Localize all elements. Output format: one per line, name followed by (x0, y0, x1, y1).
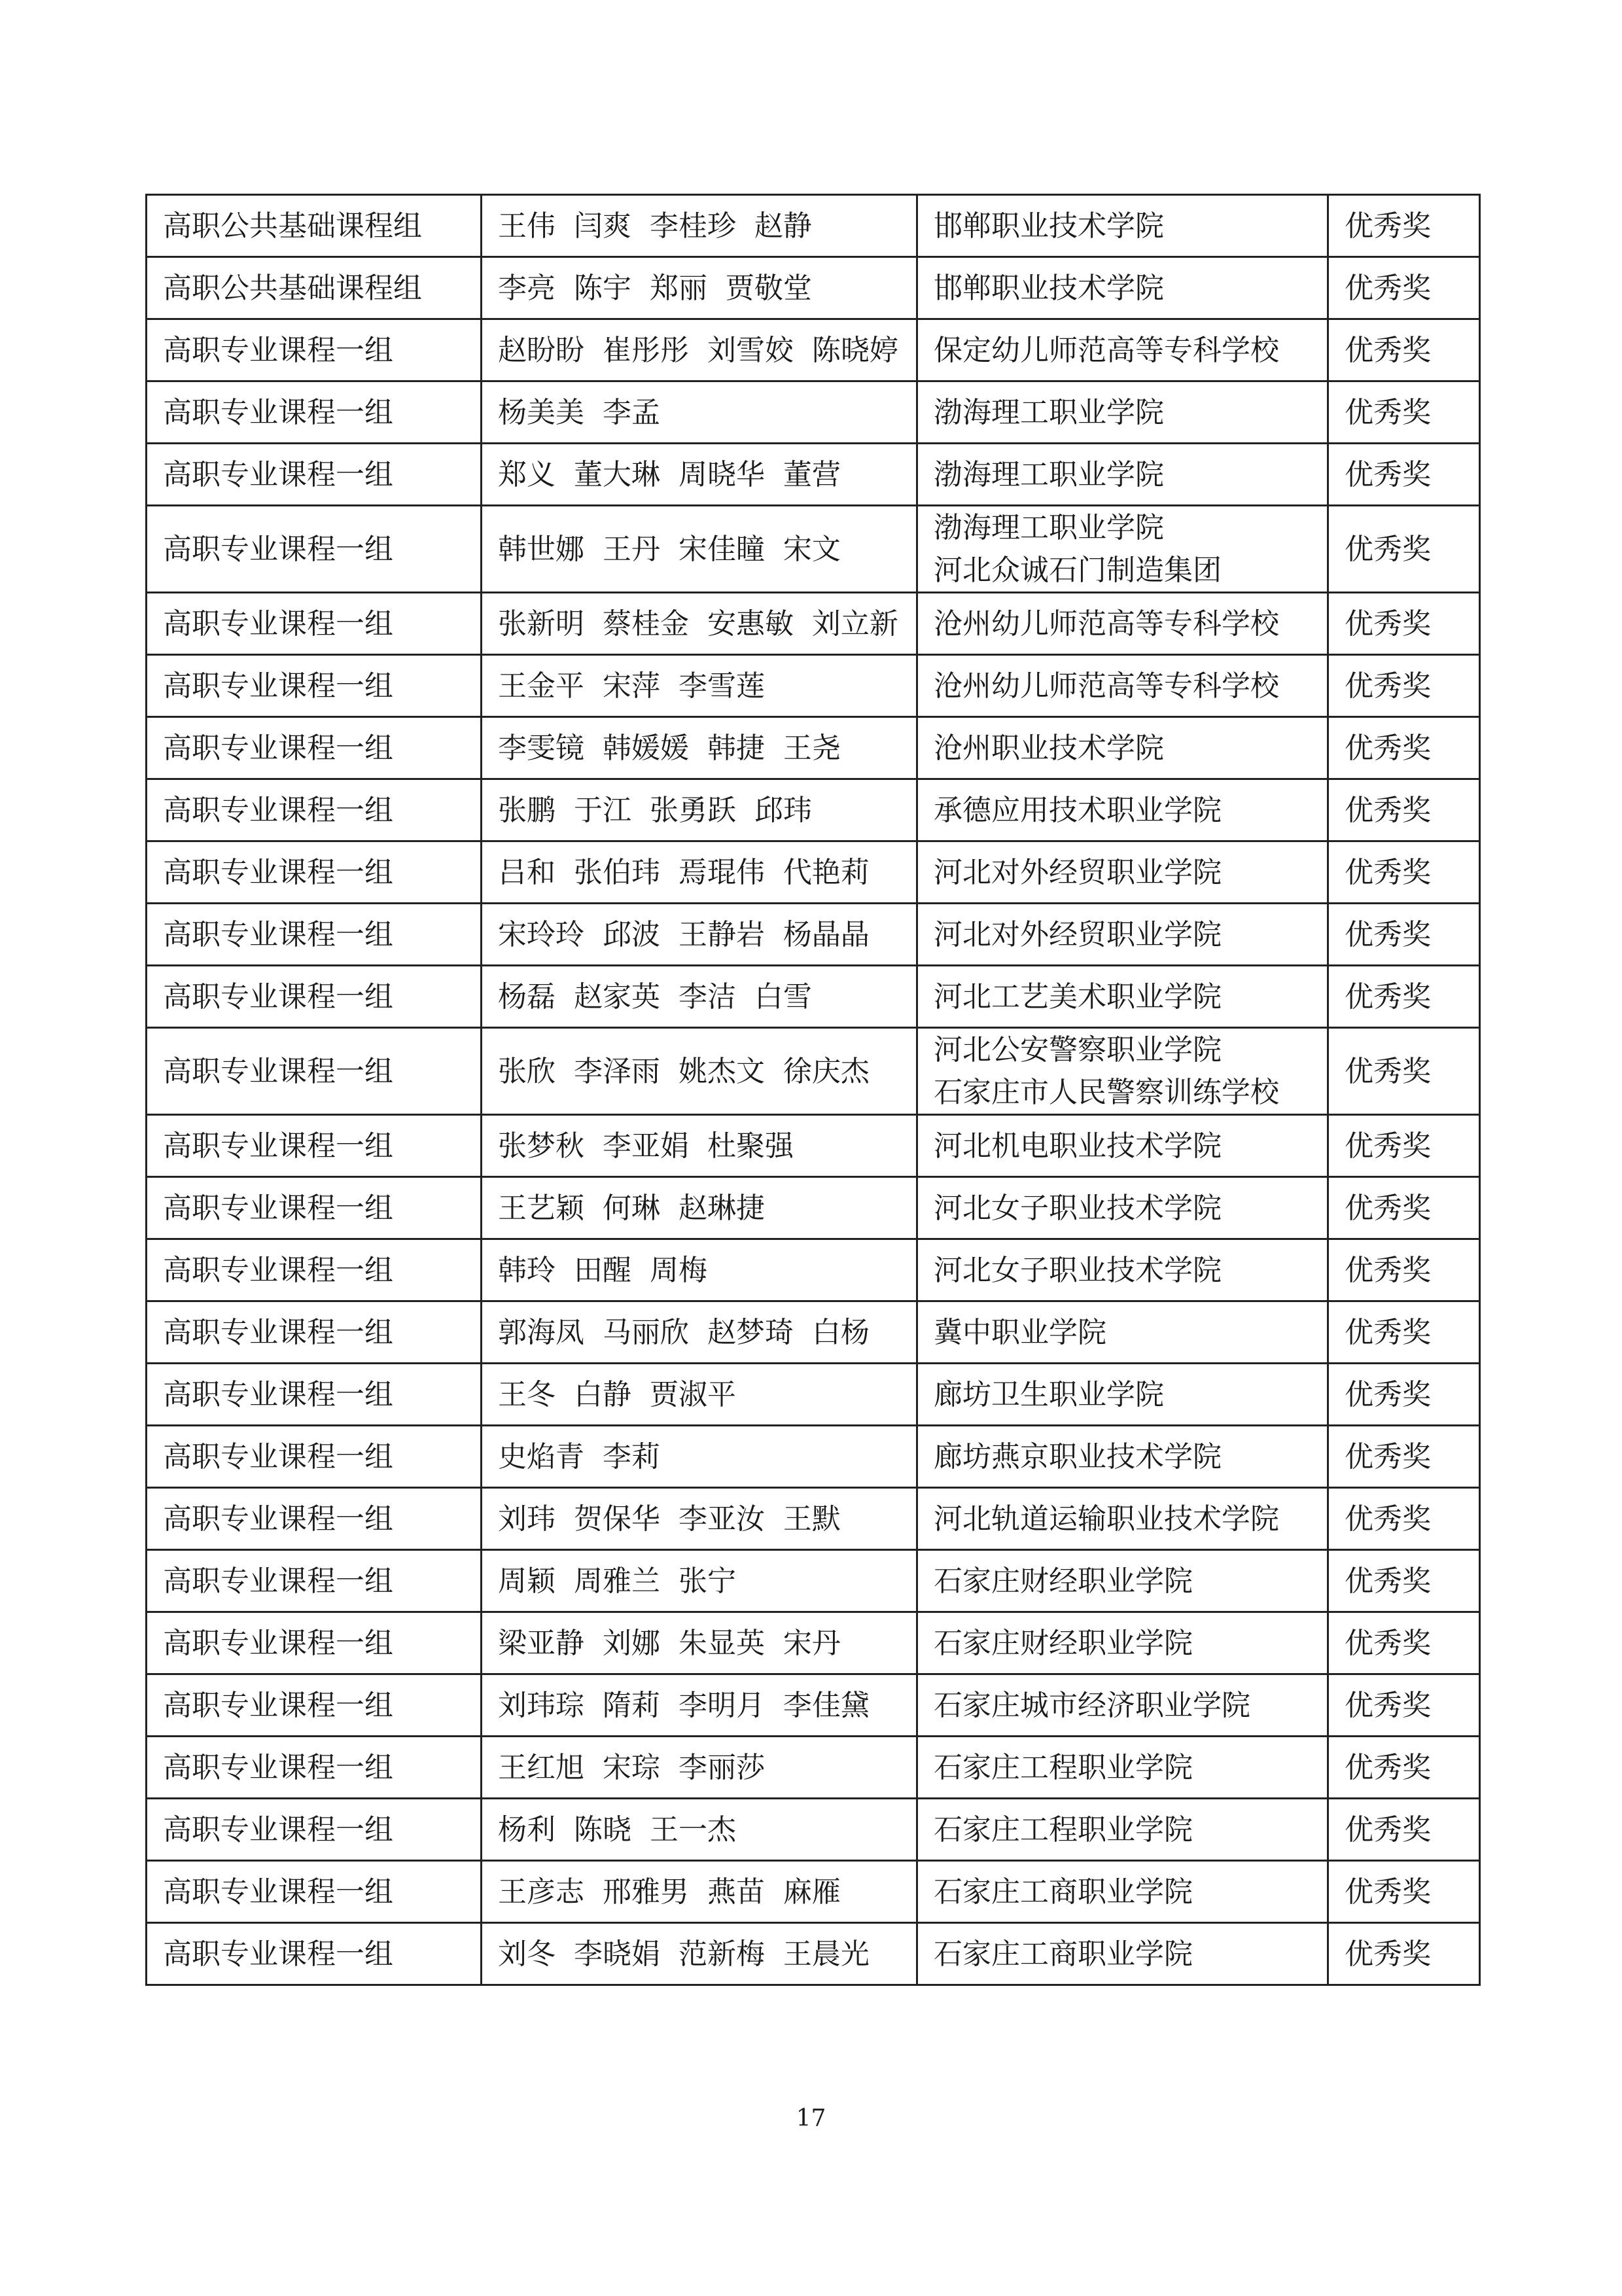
school-name: 石家庄财经职业学院 (934, 1626, 1193, 1660)
award-cell: 优秀奖 (1328, 195, 1480, 257)
group-cell: 高职专业课程一组 (147, 1426, 482, 1488)
award-cell: 优秀奖 (1328, 841, 1480, 904)
school-cell (917, 1612, 1328, 1674)
school-cell (917, 1364, 1328, 1426)
school-name: 石家庄城市经济职业学院 (934, 1688, 1250, 1722)
school-name: 石家庄工程职业学院 (934, 1812, 1193, 1846)
school-cell (917, 319, 1328, 381)
group-cell: 高职公共基础课程组 (147, 195, 482, 257)
school-name: 冀中职业学院 (934, 1315, 1106, 1349)
school-name: 廊坊卫生职业学院 (934, 1377, 1164, 1411)
group-cell: 高职专业课程一组 (147, 966, 482, 1028)
school-name: 保定幼儿师范高等专科学校 (934, 333, 1279, 367)
group-cell: 高职专业课程一组 (147, 1028, 482, 1115)
table-row (147, 1737, 1480, 1799)
table-row (147, 717, 1480, 779)
group-cell: 高职专业课程一组 (147, 506, 482, 593)
school-cell (917, 966, 1328, 1028)
school-cell (917, 1861, 1328, 1923)
school-name: 石家庄工商职业学院 (934, 1937, 1193, 1971)
school-cell (917, 1177, 1328, 1239)
members-cell: 郭海凤 马丽欣 赵梦琦 白杨 (482, 1301, 917, 1364)
members-cell: 刘冬 李晓娟 范新梅 王晨光 (482, 1923, 917, 1985)
school-cell (917, 1799, 1328, 1861)
award-cell: 优秀奖 (1328, 717, 1480, 779)
members-cell: 宋玲玲 邱波 王静岩 杨晶晶 (482, 904, 917, 966)
school-name: 河北女子职业技术学院 (934, 1253, 1222, 1287)
members-cell: 杨磊 赵家英 李洁 白雪 (482, 966, 917, 1028)
award-table (145, 194, 1481, 1986)
school-name: 石家庄工商职业学院 (934, 1875, 1193, 1909)
group-cell: 高职专业课程一组 (147, 904, 482, 966)
school-name: 河北对外经贸职业学院 (934, 855, 1222, 889)
members-cell: 王伟 闫爽 李桂珍 赵静 (482, 195, 917, 257)
school-cell (917, 1239, 1328, 1301)
table-row (147, 1861, 1480, 1923)
table-row (147, 257, 1480, 319)
school-cell (917, 1115, 1328, 1177)
table-row (147, 1364, 1480, 1426)
award-cell: 优秀奖 (1328, 1923, 1480, 1985)
group-cell: 高职专业课程一组 (147, 655, 482, 717)
members-cell: 王冬 白静 贾淑平 (482, 1364, 917, 1426)
table-row (147, 593, 1480, 655)
members-cell: 张新明 蔡桂金 安惠敏 刘立新 (482, 593, 917, 655)
table-row (147, 506, 1480, 593)
table-row (147, 195, 1480, 257)
school-cell (917, 381, 1328, 444)
table-row (147, 841, 1480, 904)
members-cell: 王艺颖 何琳 赵琳捷 (482, 1177, 917, 1239)
school-name: 石家庄工程职业学院 (934, 1750, 1193, 1784)
award-cell: 优秀奖 (1328, 1612, 1480, 1674)
table-row (147, 381, 1480, 444)
table-row (147, 1612, 1480, 1674)
group-cell: 高职专业课程一组 (147, 1612, 482, 1674)
school-name: 河北女子职业技术学院 (934, 1191, 1222, 1225)
group-cell: 高职专业课程一组 (147, 1550, 482, 1612)
table-row (147, 779, 1480, 841)
members-cell: 杨利 陈晓 王一杰 (482, 1799, 917, 1861)
members-cell: 赵盼盼 崔彤彤 刘雪姣 陈晓婷 (482, 319, 917, 381)
members-cell: 杨美美 李孟 (482, 381, 917, 444)
members-cell: 周颖 周雅兰 张宁 (482, 1550, 917, 1612)
school-name: 沧州幼儿师范高等专科学校 (934, 607, 1279, 641)
group-cell: 高职专业课程一组 (147, 717, 482, 779)
school-cell (917, 444, 1328, 506)
school-cell (917, 1737, 1328, 1799)
award-cell: 优秀奖 (1328, 1861, 1480, 1923)
group-cell: 高职专业课程一组 (147, 1301, 482, 1364)
members-cell: 王红旭 宋琮 李丽莎 (482, 1737, 917, 1799)
award-cell: 优秀奖 (1328, 904, 1480, 966)
school-name: 河北对外经贸职业学院 (934, 917, 1222, 951)
school-cell (917, 195, 1328, 257)
award-cell: 优秀奖 (1328, 1426, 1480, 1488)
award-cell: 优秀奖 (1328, 593, 1480, 655)
school-cell (917, 841, 1328, 904)
award-cell: 优秀奖 (1328, 966, 1480, 1028)
award-cell: 优秀奖 (1328, 381, 1480, 444)
school-name: 廊坊燕京职业技术学院 (934, 1439, 1222, 1474)
table-row (147, 1239, 1480, 1301)
group-cell: 高职专业课程一组 (147, 319, 482, 381)
school-cell (917, 1923, 1328, 1985)
award-cell: 优秀奖 (1328, 1301, 1480, 1364)
table-row (147, 1028, 1480, 1115)
group-cell: 高职公共基础课程组 (147, 257, 482, 319)
members-cell: 王金平 宋萍 李雪莲 (482, 655, 917, 717)
school-cell (917, 904, 1328, 966)
table-row (147, 1488, 1480, 1550)
members-cell: 韩玲 田醒 周梅 (482, 1239, 917, 1301)
table-row (147, 1674, 1480, 1737)
school-cell (917, 1674, 1328, 1737)
school-cell (917, 1028, 1328, 1115)
school-name: 石家庄市人民警察训练学校 (934, 1076, 1279, 1109)
school-cell (917, 593, 1328, 655)
members-cell: 梁亚静 刘娜 朱显英 宋丹 (482, 1612, 917, 1674)
members-cell: 李雯镜 韩媛媛 韩捷 王尧 (482, 717, 917, 779)
school-cell (917, 1550, 1328, 1612)
award-table-body (147, 195, 1480, 1985)
group-cell: 高职专业课程一组 (147, 1674, 482, 1737)
members-cell: 张欣 李泽雨 姚杰文 徐庆杰 (482, 1028, 917, 1115)
members-cell: 王彦志 邢雅男 燕苗 麻雁 (482, 1861, 917, 1923)
school-cell (917, 1488, 1328, 1550)
award-cell: 优秀奖 (1328, 1488, 1480, 1550)
members-cell: 刘玮 贺保华 李亚汝 王默 (482, 1488, 917, 1550)
group-cell: 高职专业课程一组 (147, 381, 482, 444)
award-cell: 优秀奖 (1328, 1737, 1480, 1799)
table-row (147, 655, 1480, 717)
table-row (147, 1301, 1480, 1364)
table-row (147, 966, 1480, 1028)
school-name: 沧州职业技术学院 (934, 731, 1164, 765)
table-row (147, 1115, 1480, 1177)
award-cell: 优秀奖 (1328, 319, 1480, 381)
award-cell: 优秀奖 (1328, 655, 1480, 717)
members-cell: 韩世娜 王丹 宋佳瞳 宋文 (482, 506, 917, 593)
members-cell: 李亮 陈宇 郑丽 贾敬堂 (482, 257, 917, 319)
group-cell: 高职专业课程一组 (147, 444, 482, 506)
school-name: 河北机电职业技术学院 (934, 1129, 1222, 1163)
members-cell: 张鹏 于江 张勇跃 邱玮 (482, 779, 917, 841)
award-cell: 优秀奖 (1328, 779, 1480, 841)
group-cell: 高职专业课程一组 (147, 1177, 482, 1239)
table-row (147, 1177, 1480, 1239)
group-cell: 高职专业课程一组 (147, 1364, 482, 1426)
group-cell: 高职专业课程一组 (147, 1799, 482, 1861)
group-cell: 高职专业课程一组 (147, 1861, 482, 1923)
award-cell: 优秀奖 (1328, 1028, 1480, 1115)
members-cell: 吕和 张伯玮 焉琨伟 代艳莉 (482, 841, 917, 904)
group-cell: 高职专业课程一组 (147, 1115, 482, 1177)
award-cell: 优秀奖 (1328, 257, 1480, 319)
award-cell: 优秀奖 (1328, 444, 1480, 506)
school-name: 邯郸职业技术学院 (934, 209, 1164, 243)
table-row (147, 1799, 1480, 1861)
school-cell (917, 1301, 1328, 1364)
group-cell: 高职专业课程一组 (147, 841, 482, 904)
award-cell: 优秀奖 (1328, 1550, 1480, 1612)
school-name: 邯郸职业技术学院 (934, 271, 1164, 305)
school-name: 渤海理工职业学院 (934, 395, 1164, 429)
table-row (147, 444, 1480, 506)
group-cell: 高职专业课程一组 (147, 1737, 482, 1799)
award-cell: 优秀奖 (1328, 1177, 1480, 1239)
award-cell: 优秀奖 (1328, 506, 1480, 593)
group-cell: 高职专业课程一组 (147, 779, 482, 841)
award-cell: 优秀奖 (1328, 1799, 1480, 1861)
school-name: 渤海理工职业学院 (934, 511, 1164, 544)
school-name: 石家庄财经职业学院 (934, 1564, 1193, 1598)
school-name: 河北轨道运输职业技术学院 (934, 1502, 1279, 1536)
school-name: 沧州幼儿师范高等专科学校 (934, 669, 1279, 703)
school-cell (917, 506, 1328, 593)
school-cell (917, 1426, 1328, 1488)
school-cell (917, 779, 1328, 841)
award-cell: 优秀奖 (1328, 1239, 1480, 1301)
page-number: 17 (796, 2105, 826, 2132)
school-name: 河北公安警察职业学院 (934, 1033, 1222, 1067)
table-row (147, 904, 1480, 966)
school-cell (917, 655, 1328, 717)
award-cell: 优秀奖 (1328, 1115, 1480, 1177)
table-row (147, 1923, 1480, 1985)
table-row (147, 1550, 1480, 1612)
group-cell: 高职专业课程一组 (147, 593, 482, 655)
members-cell: 刘玮琮 隋莉 李明月 李佳黛 (482, 1674, 917, 1737)
award-cell: 优秀奖 (1328, 1364, 1480, 1426)
members-cell: 张梦秋 李亚娟 杜聚强 (482, 1115, 917, 1177)
members-cell: 史焰青 李莉 (482, 1426, 917, 1488)
group-cell: 高职专业课程一组 (147, 1239, 482, 1301)
school-name: 河北众诚石门制造集团 (934, 554, 1222, 587)
table-row (147, 1426, 1480, 1488)
group-cell: 高职专业课程一组 (147, 1488, 482, 1550)
award-cell: 优秀奖 (1328, 1674, 1480, 1737)
members-cell: 郑义 董大琳 周晓华 董营 (482, 444, 917, 506)
school-name: 承德应用技术职业学院 (934, 793, 1222, 827)
school-name: 河北工艺美术职业学院 (934, 980, 1222, 1014)
table-row (147, 319, 1480, 381)
school-cell (917, 257, 1328, 319)
group-cell: 高职专业课程一组 (147, 1923, 482, 1985)
school-cell (917, 717, 1328, 779)
school-name: 渤海理工职业学院 (934, 457, 1164, 491)
